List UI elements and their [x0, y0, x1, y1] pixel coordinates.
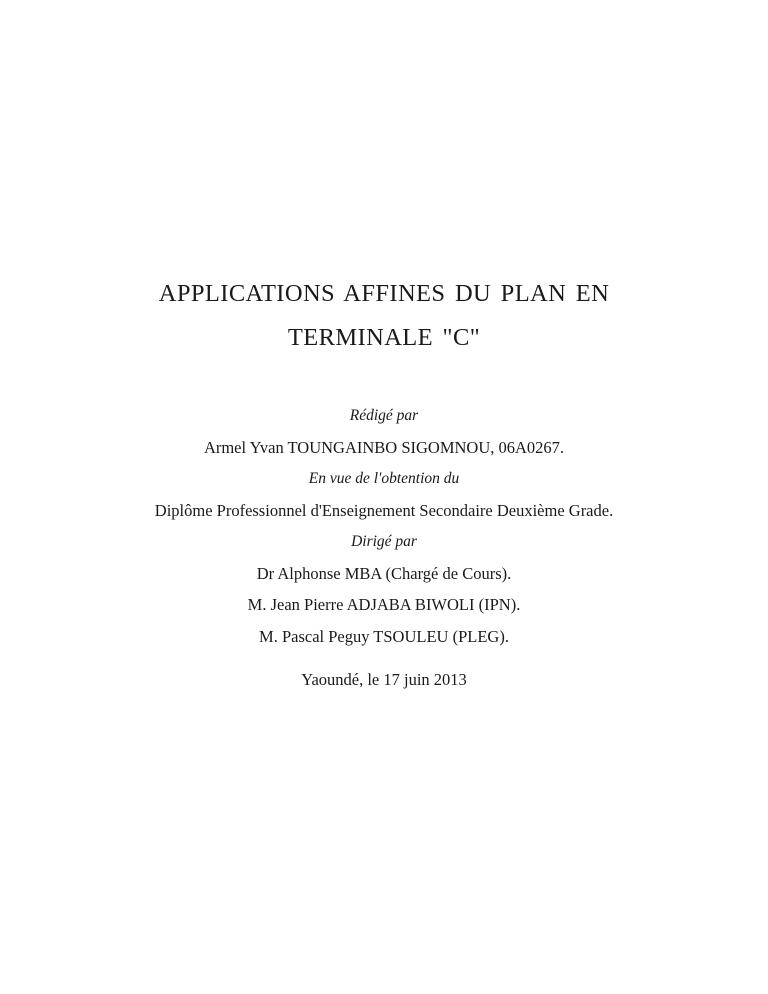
purpose-label: En vue de l'obtention du: [308, 470, 460, 487]
supervised-by-label: Dirigé par: [351, 533, 417, 550]
degree-name: Diplôme Professionnel d'Enseignement Secondaire Deuxième Grade.: [154, 500, 614, 520]
page-title-line-1: APPLICATIONS AFFINES DU PLAN EN: [158, 280, 610, 307]
credits-spacer: [84, 652, 684, 664]
place-and-date: Yaoundé, le 17 juin 2013: [301, 670, 467, 689]
written-by-label: Rédigé par: [349, 407, 419, 424]
supervisor-2: M. Jean Pierre ADJABA BIWOLI (IPN).: [247, 595, 521, 614]
title-block: [96, 272, 672, 360]
supervisor-1: Dr Alphonse MBA (Chargé de Cours).: [256, 563, 512, 583]
supervisor-3: M. Pascal Peguy TSOULEU (PLEG).: [259, 626, 509, 646]
author-name: Armel Yvan TOUNGAINBO SIGOMNOU, 06A0267.: [203, 437, 565, 457]
credits-block: [84, 400, 684, 696]
page-title-line-2: TERMINALE "C": [287, 324, 481, 351]
